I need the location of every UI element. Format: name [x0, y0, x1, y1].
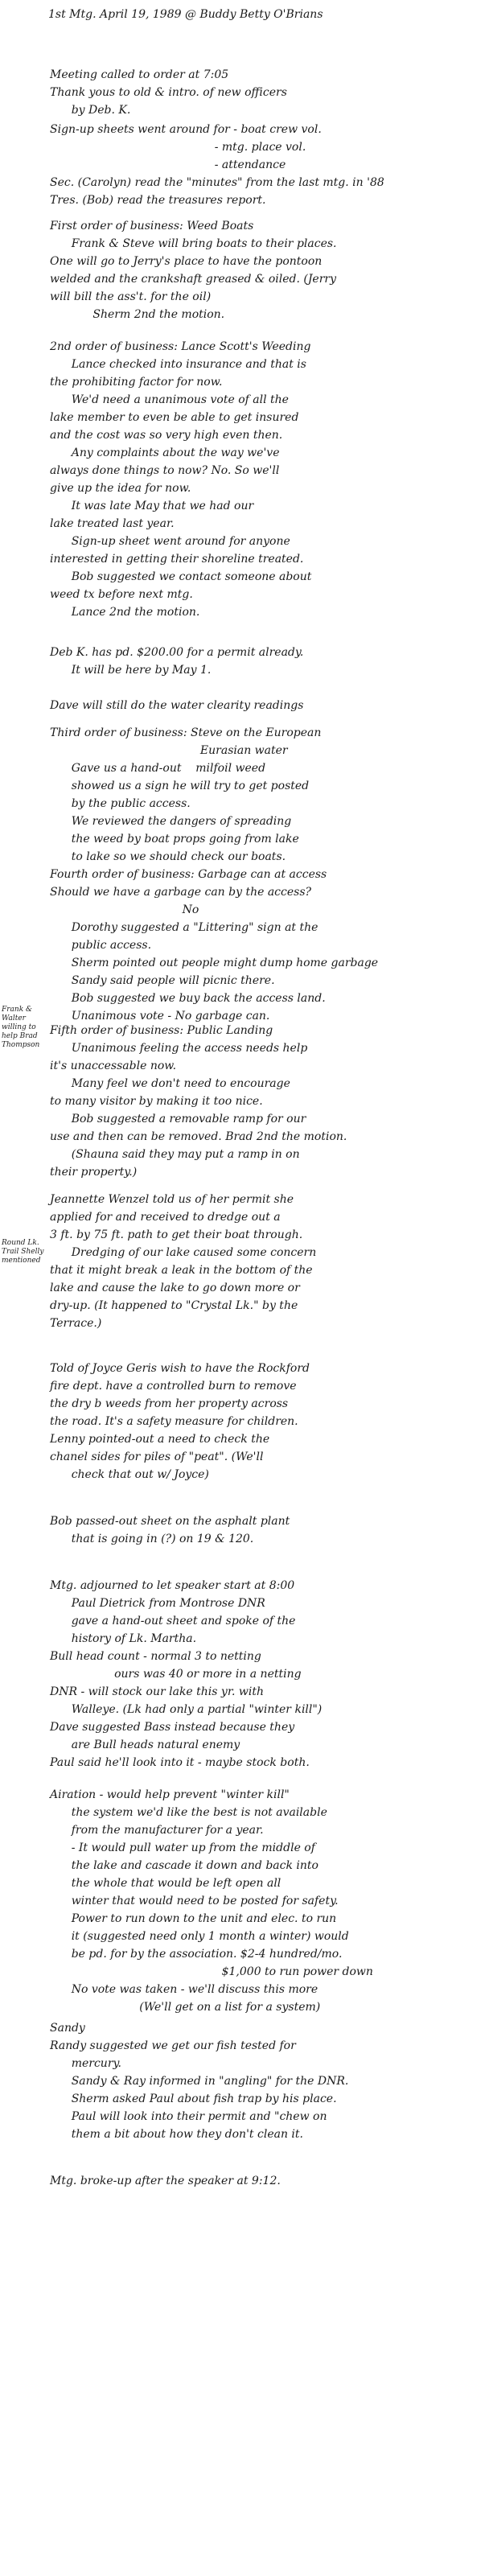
- margin-note-2: Round Lk. Trail Shelly mentioned: [2, 1239, 44, 1265]
- notes-section-11: Mtg. adjourned to let speaker start at 8:00 Paul Dietrick from Montrose DNR gave a hand-out sheet and spoke of the history of Lk. Martha. Bull head count - normal 3 to netting ours was 40 or more in a netting DNR - will stock our lake this yr. with Walleye. (Lk had only a partial "winter kill") Dave suggested Bass instead because they are Bull heads natural enemy Paul said he'll look into it - maybe stock both.: [50, 1579, 323, 1769]
- notes-section-10: Bob passed-out sheet on the asphalt plant that is going in (?) on 19 & 120.: [50, 1515, 290, 1545]
- notes-section-14: Mtg. broke-up after the speaker at 9:12.: [50, 2175, 281, 2187]
- notes-section-3: First order of business: Weed Boats Frank & Steve will bring boats to their places. One will go to Jerry's place to have the pontoon welded and the crankshaft greased & oiled. (Jerry will bill the ass't. for the oil) Sherm 2nd the motion.: [50, 220, 337, 321]
- notes-section-5: Deb K. has pd. $200.00 for a permit already. It will be here by May 1. Dave will still do the water clearity readings: [50, 646, 304, 712]
- notes-section-7: Fifth order of business: Public Landing Unanimous feeling the access needs help it's unaccessable now. Many feel we don't need to encourage to many visitor by making it too nice. Bob suggested a removable ramp for our use and then can be removed. Brad 2nd the motion. (Shauna said they may put a ramp in on their property.): [50, 1024, 347, 1179]
- notes-section-9: Told of Joyce Geris wish to have the Rockford fire dept. have a controlled burn to remove the dry b weeds from her property across the road. It's a safety measure for children. Lenny pointed-out a need to check the chanel sides for piles of "peat". (We'll check that out w/ Joyce): [50, 1362, 310, 1481]
- notes-section-8: Jeannette Wenzel told us of her permit she applied for and received to dredge out a 3 ft. by 75 ft. path to get their boat through. Dredging of our lake caused some concern that it might break a leak in the bottom of the lake and cause the lake to go down more or dry-up. (It happened to "Crystal Lk." by the Terrace.): [50, 1193, 317, 1330]
- notes-section-2: Sign-up sheets went around for - boat crew vol. - mtg. place vol. - attendance Sec. (Carolyn) read the "minutes" from the last mtg. in '88 Tres. (Bob) read the treasures report.: [50, 123, 384, 207]
- notes-section-1: Meeting called to order at 7:05 Thank yous to old & intro. of new officers by Deb. K.: [50, 68, 287, 117]
- notes-section-12: Airation - would help prevent "winter kill" the system we'd like the best is not available from the manufacturer for a year. - It would pull water up from the middle of the lake and cascade it down and back into the whole that would be left open all winter that would need to be posted for safety. Power to run down to the unit and elec. to run it (suggested need only 1 month a winter) would be pd. for by the association. $2-4 hundred/mo. $1,000 to run power down No vote was taken - we'll discuss this more (We'll get on a list for a system): [50, 1788, 373, 2014]
- notes-section-13: Sandy Randy suggested we get our fish tested for mercury. Sandy & Ray informed in "angling" for the DNR. Sherm asked Paul about fish trap by his place. Paul will look into their permit and "chew on them a bit about how they don't clean it.: [50, 2022, 349, 2141]
- notes-section-6: Third order of business: Steve on the European Eurasian water Gave us a hand-out milfoil weed showed us a sign he will try to get posted by the public access. We reviewed the dangers of spreading the weed by boat props going from lake to lake so we should check our boats. Fourth order of business: Garbage can at access Should we have a garbage can by the access? No Dorothy suggested a "Littering" sign at the public access. Sherm pointed out people might dump home garbage Sandy said people will picnic there. Bob suggested we buy back the access land. Unanimous vote - No garbage can.: [50, 726, 379, 1023]
- page-title: 1st Mtg. April 19, 1989 @ Buddy Betty O'Brians: [48, 8, 323, 21]
- notes-section-4: 2nd order of business: Lance Scott's Weeding Lance checked into insurance and that is the prohibiting factor for now. We'd need a unanimous vote of all the lake member to even be able to get insured and the cost was so very high even then. Any complaints about the way we've always done things to now? No. So we'll give up the idea for now. It was late May that we had our lake treated last year. Sign-up sheet went around for anyone interested in getting their shoreline treated. Bob suggested we contact someone about weed tx before next mtg. Lance 2nd the motion.: [50, 340, 312, 619]
- margin-note-1: Frank & Walter willing to help Brad Thompson: [2, 1006, 40, 1049]
